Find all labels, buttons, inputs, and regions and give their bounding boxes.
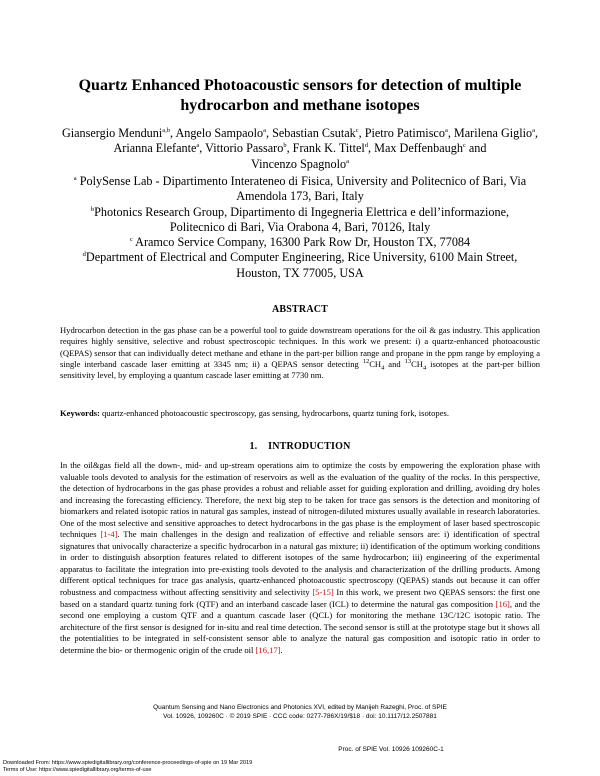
author-name: Giansergio Menduni xyxy=(61,126,163,140)
author-affiliation-mark: a,b xyxy=(162,126,171,134)
download-notice xyxy=(3,760,252,774)
author-separator: , xyxy=(535,126,539,140)
author-separator: , xyxy=(358,126,365,140)
author-affiliation-mark: c xyxy=(462,142,466,150)
citation-link[interactable]: [16,17] xyxy=(255,644,281,655)
abstract-heading: ABSTRACT xyxy=(271,304,329,315)
terms-of-use-line: Terms of Use: https://www.spiedigitallibrary.org/terms-of-use xyxy=(3,767,152,773)
affiliation-c xyxy=(62,235,538,250)
affiliation-mark: c xyxy=(129,236,133,244)
paper-title-line-2: hydrocarbon and methane isotopes xyxy=(180,97,420,114)
affiliation-text: Aramco Service Company, 16300 Park Row Dr, Houston TX, 77084 xyxy=(132,235,471,250)
paper-title xyxy=(60,76,540,116)
affiliation-text: Photonics Research Group, Dipartimento di Ingegneria Elettrica e dell’informazione, Politecnico di Bari, Via Orabona 4, Bari, 70126, Italy xyxy=(94,204,510,234)
keywords-line xyxy=(60,408,540,419)
affiliation-text: Department of Electrical and Computer Engineering, Rice University, 6100 Main Street, Houston, TX 77005, USA xyxy=(85,250,518,280)
author-affiliation-mark: a xyxy=(196,142,200,150)
affiliation-text: PolySense Lab - Dipartimento Interateneo di Fisica, University and Politecnico of Bari, Via Amendola 173, Bari, Italy xyxy=(76,174,527,204)
isotope-formula: CH xyxy=(411,358,423,369)
citation-link[interactable]: [5-15] xyxy=(312,587,334,598)
author-name: Vincenzo Spagnolo xyxy=(251,156,347,171)
affiliation-mark: b xyxy=(90,205,95,213)
isotope-formula: CH xyxy=(369,358,382,369)
introduction-body xyxy=(60,460,540,656)
abstract-body xyxy=(60,325,540,381)
citation-link[interactable]: [1-4] xyxy=(100,529,118,540)
isotope-mass-12: 12 xyxy=(362,358,370,366)
affiliation-d xyxy=(62,250,538,281)
author-name: Angelo Sampaolo xyxy=(175,126,264,140)
citation-link[interactable]: [16] xyxy=(495,598,510,609)
author-affiliation-mark: a xyxy=(263,126,266,134)
author-name: Frank K. Tittel xyxy=(292,141,365,156)
page-number: Proc. of SPIE Vol. 10926 109260C-1 xyxy=(338,746,444,753)
author-separator: , xyxy=(368,141,375,156)
keywords-label: Keywords: xyxy=(60,408,100,418)
intro-text-part: . The main challenges in the design and realization of effective and reliable sensors are: i) identification of spectral signatures that univocally characterize a specific hydrocarbon in a natural gas mixture; ii) identification of the optimum working conditions in order to distinguish absorption features related to different isotopes of the same hydrocarbon; iii) engineering of the experimental apparatus to facilitate the integration into pre-existing tools devoted to the analysis and characterization of the drilling products. Among different optical techniques for trace gas analysis, quartz-enhanced photoacoustic spectroscopy (QEPAS) stands out because it can offer robustness and compactness without affecting sensitivity and selectivity xyxy=(60,529,540,598)
intro-text-part: In the oil&gas field all the down-, mid- and up-stream operations aim to optimize the costs by empowering the exploration phase with valuable tools devoted to analysis for the estimation of reservoirs as well as the evaluation of the quality of the rocks. In this perspective, the detection of hydrocarbons in the gas phase provides a robust and reliable asset for guiding exploration and drilling, avoiding dry holes and increasing the forecasting efficiency. Therefore, the next big step to be taken for trace gas sensors is the detection and monitoring of biomarkers and related isotopic ratios in natural gas samples, instead of nitrogen-diluted mixtures usually available in research laboratories. One of the most selective and sensitive approaches to detect hydrocarbons in the gas phase is the employment of laser based spectroscopic techniques xyxy=(60,460,540,540)
author-name: Marilena Giglio xyxy=(453,126,533,140)
author-affiliation-mark: a xyxy=(532,126,535,134)
abstract-text-part-2: isotopes at the part-per billion sensitivity level, by employing a quantum cascade laser emitting at 7730 nm. xyxy=(60,358,540,381)
intro-text-part: In this work, we present two QEPAS sensors: the first one based on a standard quartz tuning fork (QTF) and an interband cascade laser (ICL) to determine the natural gas composition xyxy=(60,587,540,609)
intro-text-part: , and the second one employing a custom QTF and a quantum cascade laser (QCL) for monitoring the methane 13C/12C isotopic ratio. The architecture of the first sensor is designed for in-situ and real time detection. The second sensor is still at the prototype stage but it shows all the potentialities to be integrated in self-consistent sensor able to analyze the natural gas composition and isotopic ratio in order to determine the bio- or thermogenic origin of the crude oil xyxy=(60,598,540,655)
author-affiliation-mark: d xyxy=(364,142,369,150)
isotope-subscript: 4 xyxy=(381,364,385,372)
paper-title-line-1: Quartz Enhanced Photoacoustic sensors for detection of multiple xyxy=(78,77,522,94)
publication-info-line-1: Quantum Sensing and Nano Electronics and Photonics XVI, edited by Manijeh Razeghi, Proc. of SPIE xyxy=(153,704,447,711)
publication-info-line-2: Vol. 10926, 109260C · © 2019 SPIE · CCC code: 0277-786X/19/$18 · doi: 10.1117/12.2507881 xyxy=(163,712,437,720)
isotope-subscript: 4 xyxy=(422,364,427,372)
author-list xyxy=(60,126,540,172)
affiliation-mark: d xyxy=(82,251,86,259)
author-separator: , xyxy=(447,126,454,140)
intro-text-part: . xyxy=(280,644,283,655)
download-source-line: Downloaded From: https://www.spiedigitallibrary.org/conference-proceedings-of-spie on 19 Mar 2019 xyxy=(3,760,253,766)
abstract-text-part-1: Hydrocarbon detection in the gas phase can be a powerful tool to guide downstream operations for the oil & gas industry. This application requires highly sensitive, selective and robust spectroscopic techniques. In this work we present: i) a quartz-enhanced photoacoustic (QEPAS) sensor that can individually detect methane and ethane in the part-per billion range and propane in the ppm range by employing a single interband cascade laser emitting at 3345 nm; ii) a QEPAS sensor detecting xyxy=(60,325,540,369)
author-name: Vittorio Passaro xyxy=(205,141,284,156)
author-affiliation-mark: c xyxy=(355,126,359,134)
author-separator: , xyxy=(266,126,273,140)
author-name: Arianna Elefante xyxy=(113,141,197,156)
author-name: Pietro Patimisco xyxy=(364,126,445,140)
affiliation-a xyxy=(62,174,538,205)
author-affiliation-mark: a xyxy=(444,126,448,134)
author-affiliation-mark: a xyxy=(346,157,349,165)
affiliation-list xyxy=(62,174,538,281)
affiliation-b xyxy=(62,205,538,236)
keywords-text: quartz-enhanced photoacoustic spectroscopy, gas sensing, hydrocarbons, quartz tuning fork, isotopes. xyxy=(99,408,449,418)
introduction-heading: 1. INTRODUCTION xyxy=(249,441,351,452)
author-and: and xyxy=(465,141,487,156)
author-name: Sebastian Csutak xyxy=(272,126,356,140)
publication-footer xyxy=(60,704,540,721)
author-name: Max Deffenbaugh xyxy=(374,141,463,156)
isotope-mass-13: 13 xyxy=(404,358,412,366)
author-separator: , xyxy=(286,141,293,156)
abstract-conjunction: and xyxy=(384,358,405,369)
author-separator: , xyxy=(199,141,206,156)
author-separator: , xyxy=(170,126,176,140)
affiliation-mark: a xyxy=(73,174,77,182)
author-affiliation-mark: b xyxy=(283,142,287,150)
